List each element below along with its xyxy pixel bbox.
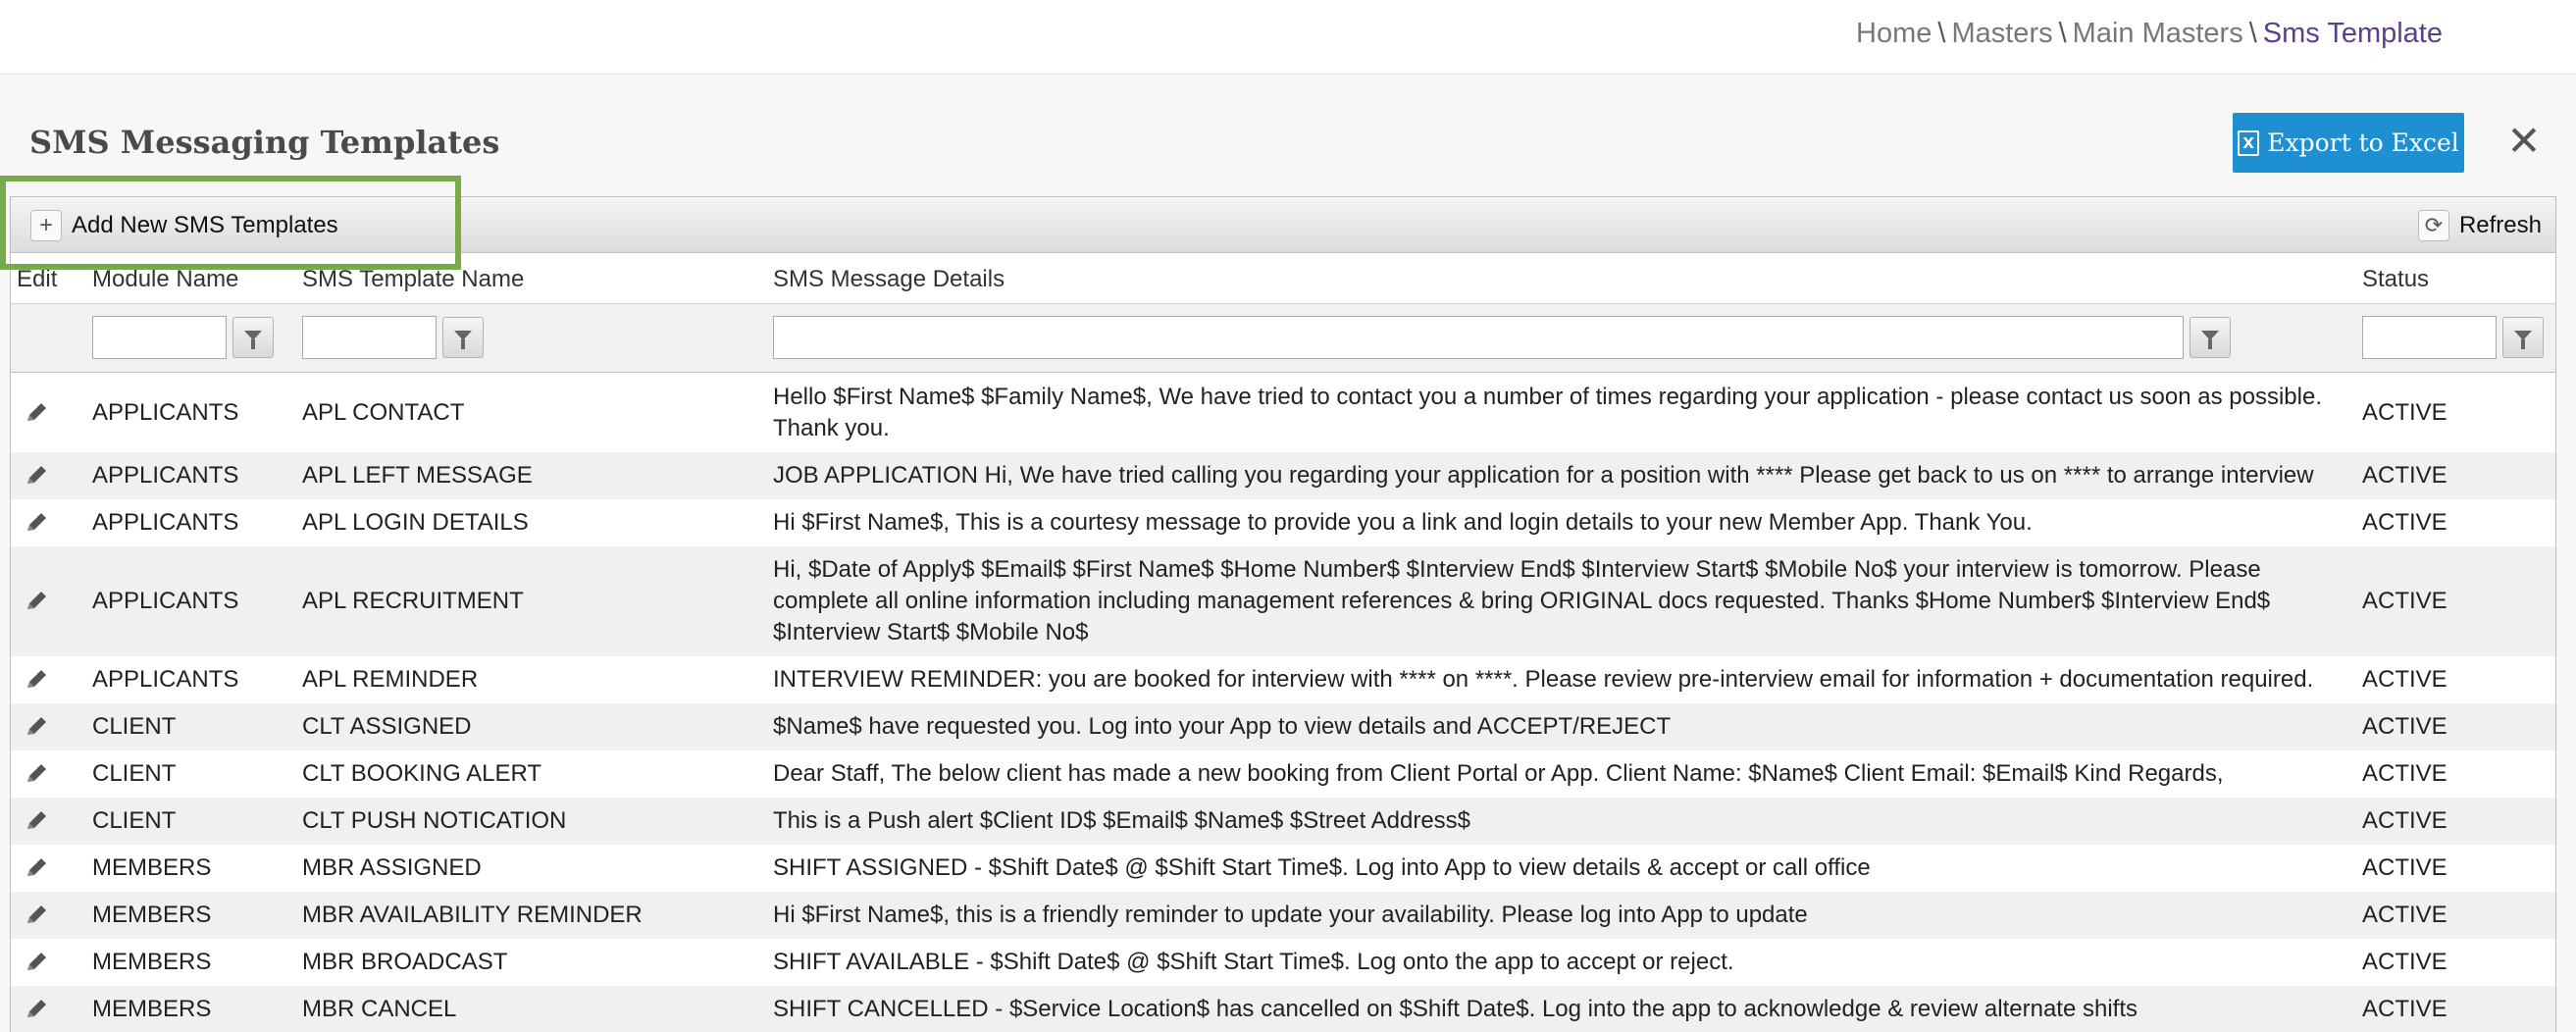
table-body <box>11 374 2555 1032</box>
template-name-cell: MBR BROADCAST <box>302 949 508 975</box>
module-filter-input[interactable] <box>92 316 227 359</box>
filter-icon <box>454 331 472 340</box>
edit-pencil-icon[interactable] <box>23 666 50 694</box>
filter-icon <box>244 331 262 340</box>
top-bar <box>0 0 2576 75</box>
edit-pencil-icon[interactable] <box>23 760 50 788</box>
add-label: Add New SMS Templates <box>72 212 338 238</box>
header-status[interactable]: Status <box>2362 266 2430 292</box>
table-row[interactable] <box>11 939 2555 986</box>
module-cell: APPLICANTS <box>92 462 239 489</box>
edit-pencil-icon[interactable] <box>23 902 50 929</box>
edit-pencil-icon[interactable] <box>23 462 50 490</box>
status-cell: ACTIVE <box>2362 760 2447 787</box>
table-row[interactable] <box>11 656 2555 703</box>
template-name-cell: APL REMINDER <box>302 666 479 693</box>
module-cell: MEMBERS <box>92 949 212 975</box>
message-details-cell: SHIFT ASSIGNED - $Shift Date$ @ $Shift Start Time$. Log into App to view details & accept or call office <box>773 854 1871 881</box>
header-edit: Edit <box>17 266 58 292</box>
module-cell: APPLICANTS <box>92 509 239 536</box>
status-cell: ACTIVE <box>2362 949 2447 975</box>
module-filter-button[interactable] <box>232 317 274 358</box>
template-filter-input[interactable] <box>302 316 437 359</box>
refresh-button[interactable] <box>2418 209 2542 242</box>
export-label: Export to Excel <box>2267 129 2459 157</box>
template-name-cell: CLT PUSH NOTICATION <box>302 807 567 834</box>
message-details-cell: Hi $First Name$, This is a courtesy message to provide you a link and login details to your new Member App. Thank You. <box>773 509 2033 536</box>
header-template-name[interactable]: SMS Template Name <box>302 266 525 292</box>
table-row[interactable] <box>11 499 2555 546</box>
breadcrumb <box>1856 18 2443 50</box>
status-cell: ACTIVE <box>2362 462 2447 489</box>
message-details-cell: SHIFT CANCELLED - $Service Location$ has cancelled on $Shift Date$. Log into the app to acknowledge & review alternate shifts <box>773 996 2138 1022</box>
template-name-cell: APL LOGIN DETAILS <box>302 509 529 536</box>
breadcrumb-main-masters[interactable]: Main Masters <box>2072 18 2243 49</box>
message-details-cell: Dear Staff, The below client has made a new booking from Client Portal or App. Client Name: $Name$ Client Email: $Email$ Kind Regards, <box>773 760 2224 787</box>
status-cell: ACTIVE <box>2362 588 2447 614</box>
details-filter-button[interactable] <box>2190 317 2231 358</box>
breadcrumb-masters[interactable]: Masters <box>1951 18 2053 49</box>
table-row[interactable] <box>11 986 2555 1032</box>
filter-icon <box>2514 331 2532 340</box>
edit-pencil-icon[interactable] <box>23 996 50 1023</box>
details-filter-input[interactable] <box>773 316 2184 359</box>
module-cell: CLIENT <box>92 760 177 787</box>
message-details-cell: This is a Push alert $Client ID$ $Email$ $Name$ $Street Address$ <box>773 807 1471 834</box>
template-filter-button[interactable] <box>442 317 484 358</box>
template-name-cell: MBR ASSIGNED <box>302 854 482 881</box>
message-details-cell: Hello $First Name$ $Family Name$, We have tried to contact you a number of times regarding your application - please contact us soon as possible. Thank you. <box>773 384 2322 441</box>
template-name-cell: APL LEFT MESSAGE <box>302 462 533 489</box>
edit-pencil-icon[interactable] <box>23 807 50 835</box>
module-cell: MEMBERS <box>92 902 212 928</box>
template-name-cell: MBR AVAILABILITY REMINDER <box>302 902 643 928</box>
message-details-cell: INTERVIEW REMINDER: you are booked for interview with **** on ****. Please review pre-interview email for information + documentation required. <box>773 666 2314 693</box>
breadcrumb-separator: \ <box>1937 18 1946 49</box>
edit-pencil-icon[interactable] <box>23 509 50 537</box>
module-cell: CLIENT <box>92 713 177 740</box>
status-cell: ACTIVE <box>2362 713 2447 740</box>
edit-pencil-icon[interactable] <box>23 399 50 427</box>
add-new-sms-template-button[interactable] <box>30 209 338 242</box>
status-cell: ACTIVE <box>2362 854 2447 881</box>
edit-pencil-icon[interactable] <box>23 949 50 976</box>
module-cell: APPLICANTS <box>92 399 239 426</box>
template-name-cell: APL CONTACT <box>302 399 465 426</box>
message-details-cell: JOB APPLICATION Hi, We have tried calling you regarding your application for a position with **** Please get back to us on **** to arrange interview <box>773 462 2314 489</box>
table-row[interactable] <box>11 845 2555 892</box>
refresh-label: Refresh <box>2458 212 2542 238</box>
breadcrumb-separator: \ <box>2058 18 2067 49</box>
status-filter-button[interactable] <box>2502 317 2544 358</box>
module-cell: CLIENT <box>92 807 177 834</box>
status-cell: ACTIVE <box>2362 902 2447 928</box>
template-name-cell: MBR CANCEL <box>302 996 457 1022</box>
table-row[interactable] <box>11 374 2555 452</box>
status-cell: ACTIVE <box>2362 666 2447 693</box>
template-name-cell: APL RECRUITMENT <box>302 588 524 614</box>
breadcrumb-home[interactable]: Home <box>1856 18 1932 49</box>
table-row[interactable] <box>11 892 2555 939</box>
status-cell: ACTIVE <box>2362 509 2447 536</box>
plus-icon: + <box>30 210 62 241</box>
table-row[interactable] <box>11 798 2555 845</box>
header-message-details[interactable]: SMS Message Details <box>773 266 1005 292</box>
module-cell: APPLICANTS <box>92 588 239 614</box>
module-cell: APPLICANTS <box>92 666 239 693</box>
filter-icon <box>2201 331 2219 340</box>
edit-pencil-icon[interactable] <box>23 713 50 741</box>
status-cell: ACTIVE <box>2362 399 2447 426</box>
table-row[interactable] <box>11 750 2555 798</box>
page-title: SMS Messaging Templates <box>29 124 500 161</box>
column-headers <box>11 253 2555 304</box>
edit-pencil-icon[interactable] <box>23 588 50 615</box>
close-button[interactable]: ✕ <box>2506 117 2542 165</box>
breadcrumb-separator: \ <box>2248 18 2257 49</box>
message-details-cell: Hi, $Date of Apply$ $Email$ $First Name$ $Home Number$ $Interview End$ $Interview Start$ $Mobile No$ your interview is tomorrow. Please complete all online information including management references & bring ORIGINAL docs requested. Thanks $Home Number$ $Interview End$ $Interview Start$ $Mobile No$ <box>773 556 2271 645</box>
template-name-cell: CLT BOOKING ALERT <box>302 760 542 787</box>
breadcrumb-current: Sms Template <box>2262 18 2443 49</box>
table-row[interactable] <box>11 452 2555 499</box>
table-row[interactable] <box>11 703 2555 750</box>
filter-row <box>11 304 2555 373</box>
grid-toolbar <box>11 197 2555 253</box>
message-details-cell: Hi $First Name$, this is a friendly reminder to update your availability. Please log into App to update <box>773 902 1808 928</box>
templates-grid <box>10 196 2556 1032</box>
refresh-icon: ⟳ <box>2418 210 2449 241</box>
message-details-cell: $Name$ have requested you. Log into your App to view details and ACCEPT/REJECT <box>773 713 1672 740</box>
status-cell: ACTIVE <box>2362 807 2447 834</box>
module-cell: MEMBERS <box>92 854 212 881</box>
table-row[interactable] <box>11 546 2555 656</box>
template-name-cell: CLT ASSIGNED <box>302 713 472 740</box>
excel-icon: X <box>2238 130 2259 156</box>
module-cell: MEMBERS <box>92 996 212 1022</box>
status-cell: ACTIVE <box>2362 996 2447 1022</box>
edit-pencil-icon[interactable] <box>23 854 50 882</box>
export-to-excel-button[interactable] <box>2233 113 2464 173</box>
message-details-cell: SHIFT AVAILABLE - $Shift Date$ @ $Shift Start Time$. Log onto the app to accept or reject. <box>773 949 1734 975</box>
header-module-name[interactable]: Module Name <box>92 266 239 292</box>
status-filter-input[interactable] <box>2362 316 2497 359</box>
